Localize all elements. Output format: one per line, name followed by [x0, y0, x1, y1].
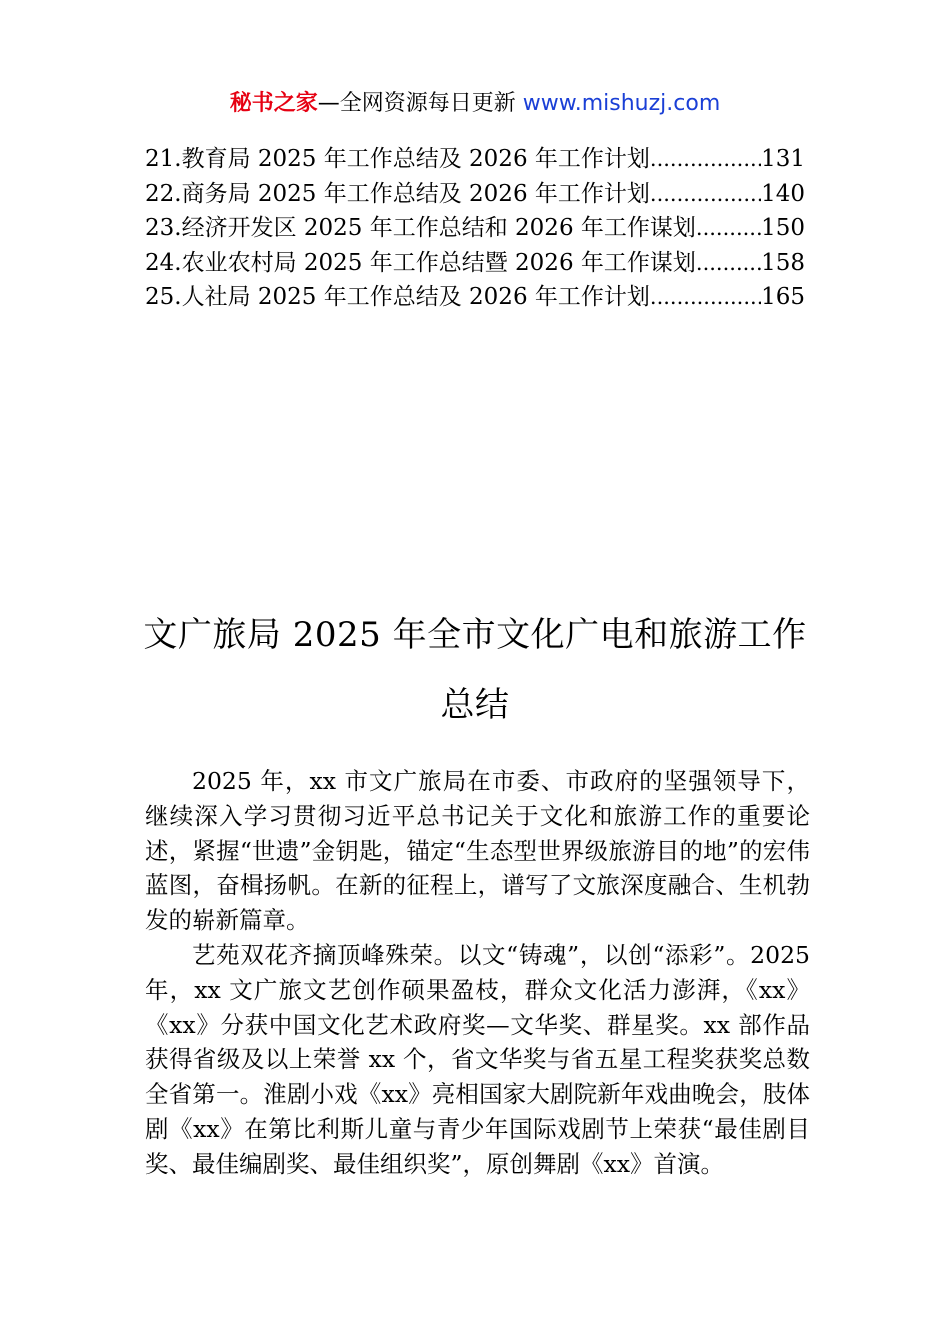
toc-entry-page: 158 — [761, 249, 805, 276]
toc-entry-title: 21.教育局 2025 年工作总结及 2026 年工作计划 — [145, 146, 650, 172]
toc-leader-dots — [650, 177, 761, 212]
toc-entry-page: 140 — [761, 180, 805, 207]
toc-entry-title: 24.农业农村局 2025 年工作总结暨 2026 年工作谋划 — [145, 249, 696, 276]
toc-entry-title: 23.经济开发区 2025 年工作总结和 2026 年工作谋划 — [145, 215, 696, 242]
toc-entry[interactable] — [145, 177, 805, 212]
toc-entry[interactable] — [145, 246, 805, 281]
table-of-contents — [145, 142, 805, 315]
toc-leader-dots — [650, 280, 761, 315]
article-title-line: 文广旅局 2025 年全市文化广电和旅游工作 — [143, 615, 807, 655]
toc-entry-page: 150 — [761, 215, 805, 242]
toc-leader-dots — [696, 211, 761, 246]
brand-name: 秘书之家 — [229, 91, 318, 116]
site-url[interactable]: www.mishuzj.com — [522, 91, 721, 116]
body-paragraph: 2025 年，xx 市文广旅局在市委、市政府的坚强领导下，继续深入学习贯彻习近平总书记关于文化和旅游工作的重要论述，紧握“世遗”金钥匙，锚定“生态型世界级旅游目的地”的宏伟蓝图，奋楫扬帆。在新的征程上，谱写了文旅深度融合、生机勃发的崭新篇章。 — [145, 767, 810, 935]
article-body — [145, 764, 810, 1182]
article-title — [100, 600, 850, 740]
toc-entry[interactable] — [145, 142, 805, 177]
toc-entry-page: 165 — [761, 284, 805, 311]
header-slogan: —全网资源每日更新 — [317, 91, 523, 116]
toc-entry-title: 25.人社局 2025 年工作总结及 2026 年工作计划 — [145, 284, 650, 311]
toc-entry-title: 22.商务局 2025 年工作总结及 2026 年工作计划 — [145, 180, 650, 207]
toc-leader-dots — [650, 142, 761, 177]
article-title-line: 总结 — [440, 685, 510, 725]
toc-entry[interactable] — [145, 211, 805, 246]
toc-leader-dots — [696, 246, 761, 281]
toc-entry-page: 131 — [761, 146, 805, 172]
toc-entry[interactable] — [145, 280, 805, 315]
site-header — [0, 88, 950, 120]
body-paragraph: 艺苑双花齐摘顶峰殊荣。以文“铸魂”，以创“添彩”。2025 年，xx 文广旅文艺创作硕果盈枝，群众文化活力澎湃，《xx》《xx》分获中国文化艺术政府奖—文华奖、群星奖。xx 部作品获得省级及以上荣誉 xx 个，省文华奖与省五星工程奖获奖总数全省第一。淮剧小戏《xx》亮相国家大剧院新年戏曲晚会，肢体剧《xx》在第比利斯儿童与青少年国际戏剧节上荣获“最佳剧目奖、最佳编剧奖、最佳组织奖”，原创舞剧《xx》首演。 — [145, 940, 810, 1178]
